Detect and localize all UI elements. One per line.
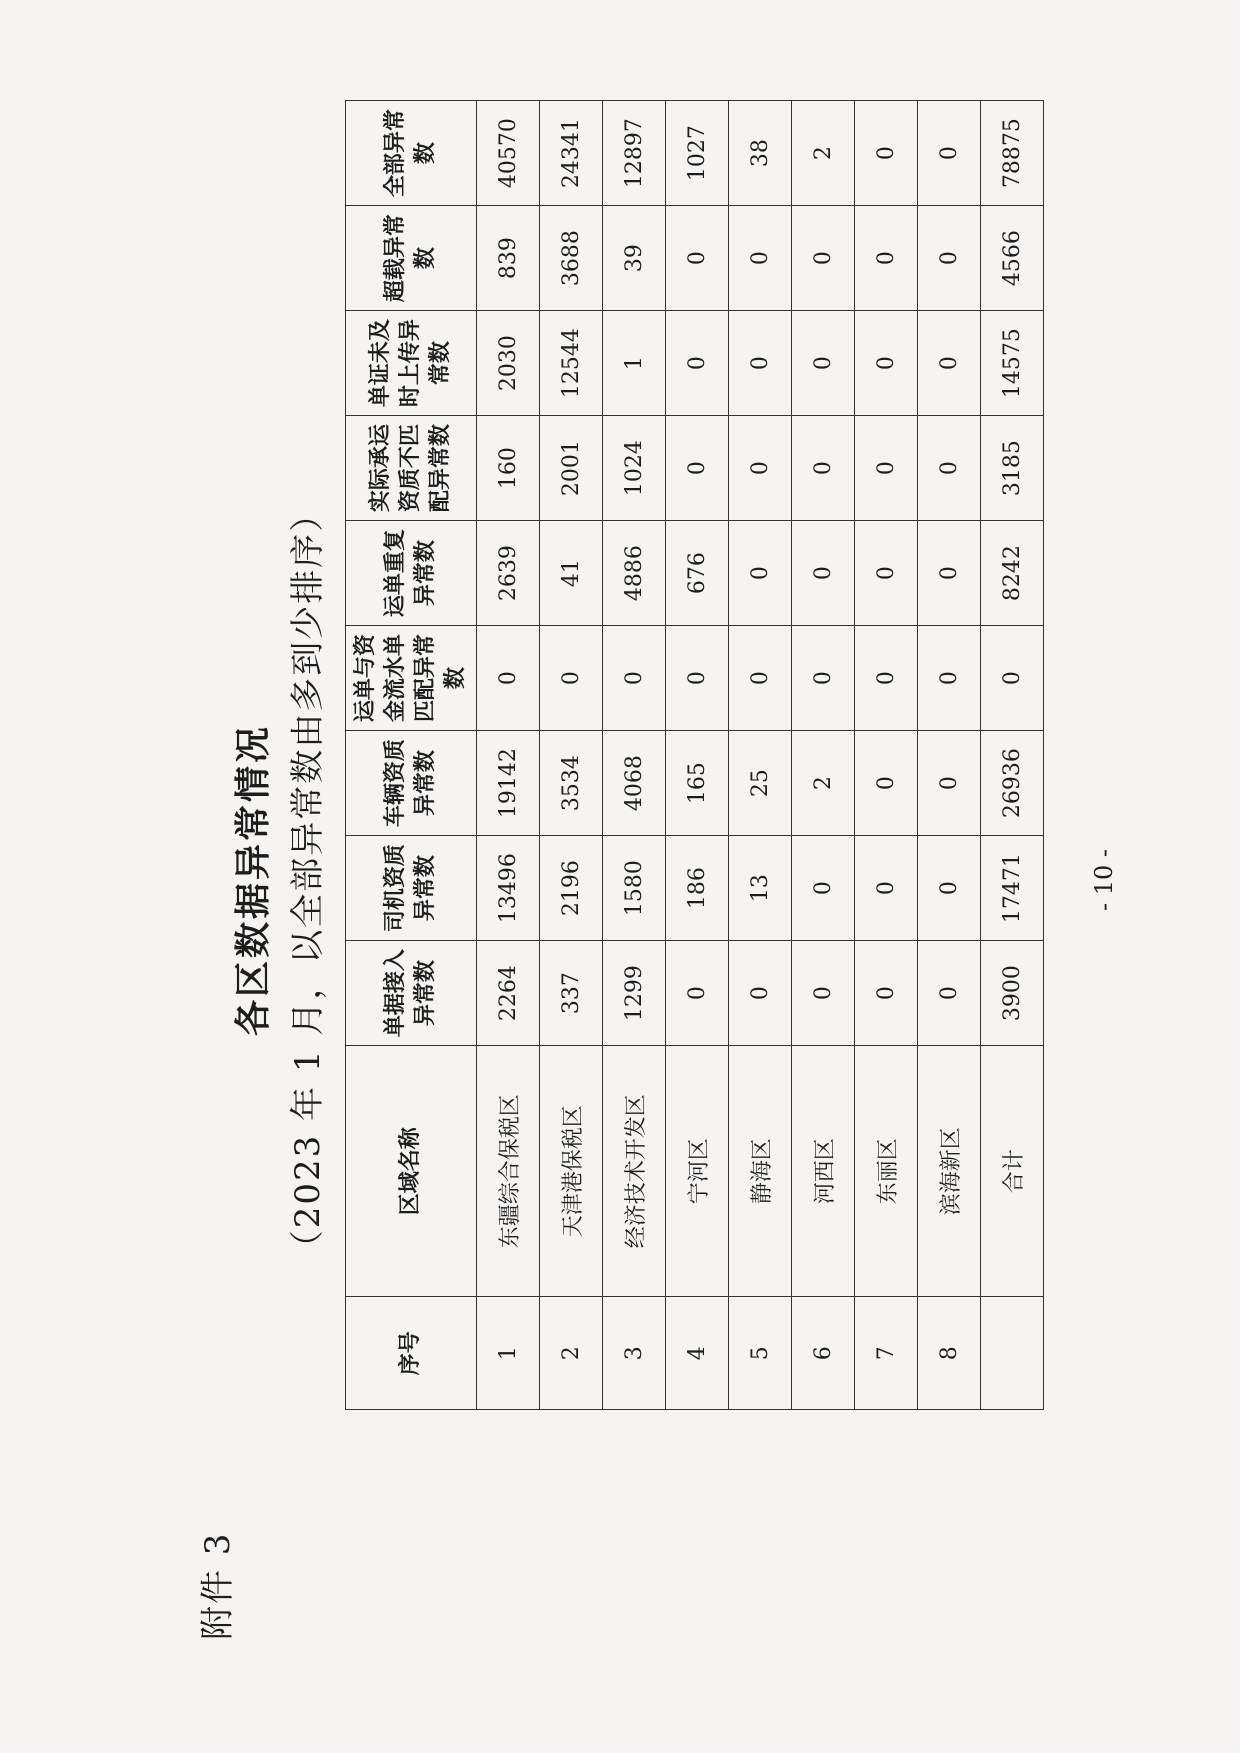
- value-cell: 3534: [540, 731, 603, 836]
- attachment-label: 附件 3: [198, 1531, 238, 1640]
- page-title: 各区数据异常情况: [233, 724, 274, 1037]
- value-cell: 337: [540, 941, 603, 1046]
- table-row: [729, 101, 792, 1410]
- index-cell: [981, 1297, 1044, 1410]
- header-cell: [346, 416, 477, 521]
- value-cell: 186: [666, 836, 729, 941]
- value-cell: 160: [477, 416, 540, 521]
- header-cell: [346, 311, 477, 416]
- value-cell: 0: [729, 626, 792, 731]
- value-cell: 3688: [540, 206, 603, 311]
- value-cell: 0: [855, 206, 918, 311]
- value-cell: 19142: [477, 731, 540, 836]
- value-cell: 0: [918, 101, 981, 206]
- value-cell: 0: [792, 836, 855, 941]
- total-row: [981, 101, 1044, 1410]
- value-cell: 0: [666, 941, 729, 1046]
- region-cell: 东丽区: [855, 1046, 918, 1297]
- value-cell: 839: [477, 206, 540, 311]
- region-cell: 宁河区: [666, 1046, 729, 1297]
- rotated-sheet: [70, 100, 1170, 1660]
- header-label: 运单重复异常数: [383, 529, 438, 618]
- value-cell: 0: [855, 941, 918, 1046]
- value-cell: 0: [855, 101, 918, 206]
- value-cell: 0: [729, 941, 792, 1046]
- value-cell: 12544: [540, 311, 603, 416]
- value-cell: 0: [729, 521, 792, 626]
- header-cell: [346, 836, 477, 941]
- value-cell: 39: [603, 206, 666, 311]
- table-header-row: [346, 101, 477, 1410]
- page-subtitle: （2023 年 1 月，以全部异常数由多到少排序）: [288, 495, 328, 1265]
- value-cell: 0: [855, 836, 918, 941]
- header-label: 序号: [398, 1331, 423, 1376]
- header-cell: [346, 521, 477, 626]
- index-cell: 7: [855, 1297, 918, 1410]
- value-cell: 0: [792, 206, 855, 311]
- header-cell: [346, 1046, 477, 1297]
- value-cell: 25: [729, 731, 792, 836]
- region-cell: 滨海新区: [918, 1046, 981, 1297]
- header-cell: [346, 101, 477, 206]
- value-cell: 4566: [981, 206, 1044, 311]
- table-row: [792, 101, 855, 1410]
- value-cell: 0: [918, 731, 981, 836]
- value-cell: 4886: [603, 521, 666, 626]
- table-row: [666, 101, 729, 1410]
- value-cell: 0: [792, 626, 855, 731]
- value-cell: 165: [666, 731, 729, 836]
- index-cell: 8: [918, 1297, 981, 1410]
- value-cell: 2264: [477, 941, 540, 1046]
- value-cell: 2639: [477, 521, 540, 626]
- index-cell: 3: [603, 1297, 666, 1410]
- header-label: 实际承运资质不匹配异常数: [368, 424, 453, 513]
- value-cell: 0: [666, 311, 729, 416]
- value-cell: 0: [666, 416, 729, 521]
- value-cell: 1: [603, 311, 666, 416]
- value-cell: 0: [792, 311, 855, 416]
- value-cell: 8242: [981, 521, 1044, 626]
- value-cell: 2: [792, 731, 855, 836]
- index-cell: 6: [792, 1297, 855, 1410]
- header-label: 运单与资金流水单匹配异常数: [353, 634, 468, 723]
- value-cell: 13496: [477, 836, 540, 941]
- value-cell: 3900: [981, 941, 1044, 1046]
- value-cell: 24341: [540, 101, 603, 206]
- value-cell: 38: [729, 101, 792, 206]
- value-cell: 13: [729, 836, 792, 941]
- value-cell: 0: [855, 626, 918, 731]
- region-cell: 河西区: [792, 1046, 855, 1297]
- header-cell: [346, 941, 477, 1046]
- header-cell: [346, 731, 477, 836]
- value-cell: 676: [666, 521, 729, 626]
- value-cell: 12897: [603, 101, 666, 206]
- value-cell: 0: [918, 416, 981, 521]
- table-body: [477, 101, 1044, 1410]
- value-cell: 0: [918, 941, 981, 1046]
- value-cell: 0: [540, 626, 603, 731]
- region-cell: 经济技术开发区: [603, 1046, 666, 1297]
- value-cell: 0: [666, 206, 729, 311]
- index-cell: 5: [729, 1297, 792, 1410]
- table-row: [540, 101, 603, 1410]
- region-cell: 静海区: [729, 1046, 792, 1297]
- value-cell: 0: [792, 416, 855, 521]
- index-cell: 2: [540, 1297, 603, 1410]
- value-cell: 0: [666, 626, 729, 731]
- value-cell: 0: [918, 311, 981, 416]
- header-label: 超载异常数: [383, 214, 438, 303]
- region-cell: 东疆综合保税区: [477, 1046, 540, 1297]
- header-label: 单据接入异常数: [383, 949, 438, 1038]
- value-cell: 0: [729, 206, 792, 311]
- value-cell: 0: [729, 311, 792, 416]
- table-row: [855, 101, 918, 1410]
- region-cell: 合计: [981, 1046, 1044, 1297]
- value-cell: 0: [792, 941, 855, 1046]
- header-label: 全部异常数: [383, 109, 438, 198]
- value-cell: 0: [792, 521, 855, 626]
- anomaly-table: [345, 100, 1044, 1410]
- value-cell: 1299: [603, 941, 666, 1046]
- header-label: 区域名称: [398, 1127, 423, 1216]
- value-cell: 0: [918, 626, 981, 731]
- value-cell: 2: [792, 101, 855, 206]
- header-cell: [346, 1297, 477, 1410]
- value-cell: 0: [855, 731, 918, 836]
- value-cell: 1027: [666, 101, 729, 206]
- value-cell: 0: [918, 206, 981, 311]
- value-cell: 1580: [603, 836, 666, 941]
- header-label: 司机资质异常数: [383, 844, 438, 933]
- header-cell: [346, 626, 477, 731]
- value-cell: 0: [603, 626, 666, 731]
- value-cell: 2030: [477, 311, 540, 416]
- value-cell: 41: [540, 521, 603, 626]
- table-row: [603, 101, 666, 1410]
- value-cell: 2196: [540, 836, 603, 941]
- value-cell: 14575: [981, 311, 1044, 416]
- table-row: [918, 101, 981, 1410]
- table-row: [477, 101, 540, 1410]
- header-label: 车辆资质异常数: [383, 739, 438, 828]
- value-cell: 0: [855, 416, 918, 521]
- value-cell: 26936: [981, 731, 1044, 836]
- value-cell: 0: [918, 521, 981, 626]
- region-cell: 天津港保税区: [540, 1046, 603, 1297]
- value-cell: 17471: [981, 836, 1044, 941]
- header-cell: [346, 206, 477, 311]
- index-cell: 1: [477, 1297, 540, 1410]
- header-label: 单证未及时上传异常数: [368, 319, 453, 408]
- value-cell: 0: [855, 311, 918, 416]
- value-cell: 0: [477, 626, 540, 731]
- value-cell: 0: [981, 626, 1044, 731]
- index-cell: 4: [666, 1297, 729, 1410]
- value-cell: 40570: [477, 101, 540, 206]
- page-number: - 10 -: [1090, 849, 1118, 912]
- value-cell: 78875: [981, 101, 1044, 206]
- value-cell: 0: [918, 836, 981, 941]
- value-cell: 0: [729, 416, 792, 521]
- value-cell: 3185: [981, 416, 1044, 521]
- value-cell: 2001: [540, 416, 603, 521]
- value-cell: 1024: [603, 416, 666, 521]
- value-cell: 0: [855, 521, 918, 626]
- value-cell: 4068: [603, 731, 666, 836]
